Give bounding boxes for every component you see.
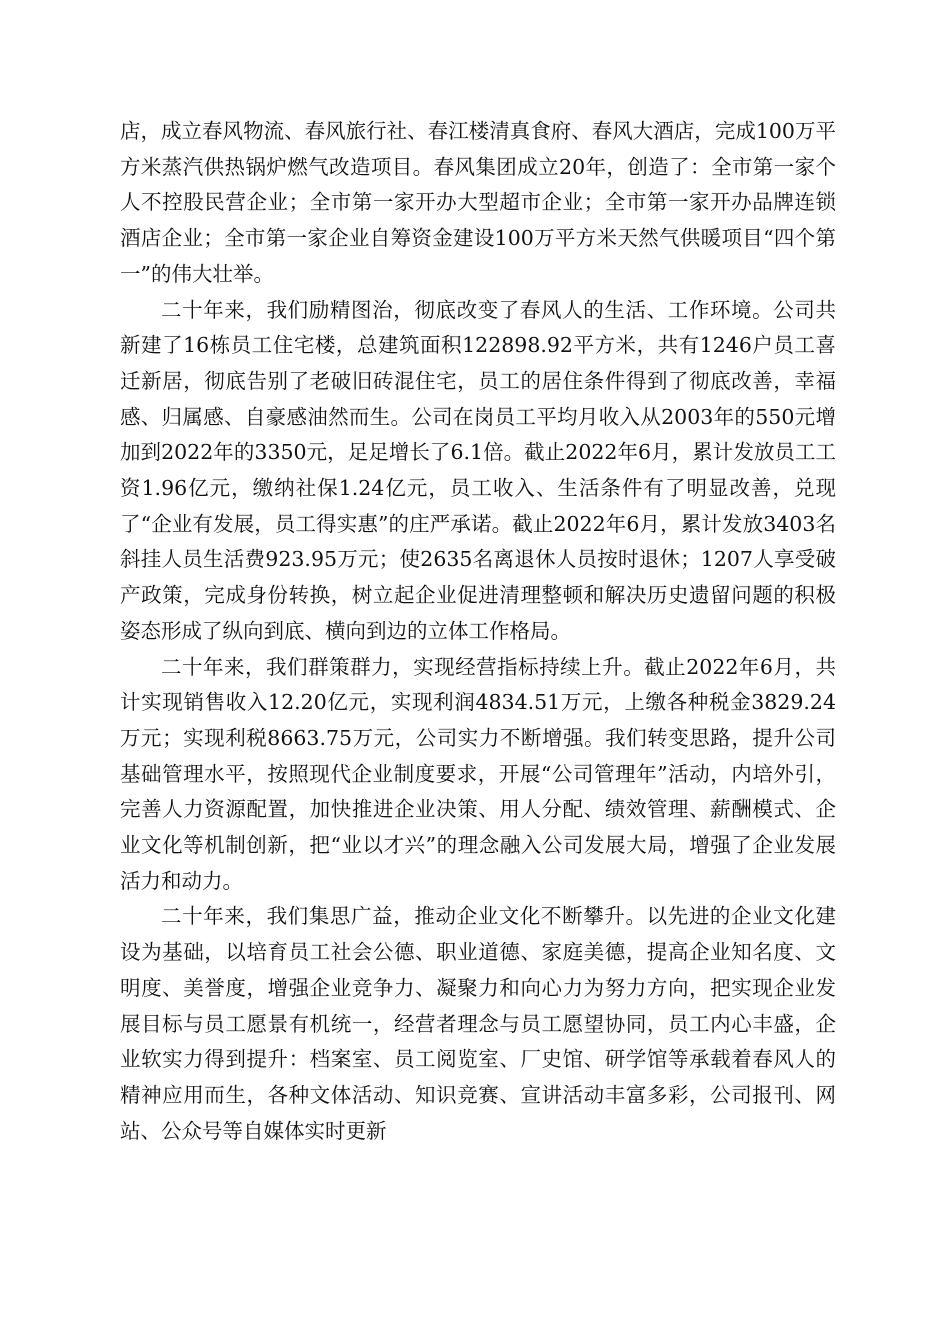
paragraph-business-indicators: 二十年来，我们群策群力，实现经营指标持续上升。截止2022年6月，共计实现销售收入12.20亿元，实现利润4834.51万元，上缴各种税金3829.24万元；实现利税8663.75万元，公司实力不断增强。我们转变思路，提升公司基础管理水平，按照现代企业制度要求，开展“公司管理年”活动，内培外引，完善人力资源配置，加快推进企业决策、用人分配、绩效管理、薪酬模式、企业文化等机制创新，把“业以才兴”的理念融入公司发展大局，增强了企业发展活力和动力。	[120, 654, 836, 893]
paragraph-living-environment: 二十年来，我们励精图治，彻底改变了春风人的生活、工作环境。公司共新建了16栋员工住宅楼，总建筑面积122898.92平方米，共有1246户员工喜迁新居，彻底告别了老破旧砖混住宅，员工的居住条件得到了彻底改善，幸福感、归属感、自豪感油然而生。公司在岗员工平均月收入从2003年的550元增加到2022年的3350元，足足增长了6.1倍。截止2022年6月，累计发放员工工资1.96亿元，缴纳社保1.24亿元，员工收入、生活条件有了明显改善，兑现了“企业有发展，员工得实惠”的庄严承诺。截止2022年6月，累计发放3403名斜挂人员生活费923.95万元；使2635名离退休人员按时退休；1207人享受破产政策，完成身份转换，树立起企业促进清理整顿和解决历史遗留问题的积极姿态形成了纵向到底、横向到边的立体工作格局。	[120, 297, 836, 643]
paragraph-continuation: 店，成立春风物流、春风旅行社、春江楼清真食府、春风大酒店，完成100万平方米蒸汽供热锅炉燃气改造项目。春风集团成立20年，创造了：全市第一家个人不控股民营企业；全市第一家开办大型超市企业；全市第一家开办品牌连锁酒店企业；全市第一家企业自筹资金建设100万平方米天然气供暖项目“四个第一”的伟大壮举。	[120, 119, 836, 286]
document-body	[120, 114, 836, 1149]
paragraph-corporate-culture: 二十年来，我们集思广益，推动企业文化不断攀升。以先进的企业文化建设为基础，以培育员工社会公德、职业道德、家庭美德，提高企业知名度、文明度、美誉度，增强企业竞争力、凝聚力和向心力为努力方向，把实现企业发展目标与员工愿景有机统一，经营者理念与员工愿望协同，员工内心丰盛，企业软实力得到提升：档案室、员工阅览室、厂史馆、研学馆等承载着春风人的精神应用而生，各种文体活动、知识竞赛、宣讲活动丰富多彩，公司报刊、网站、公众号等自媒体实时更新	[120, 904, 836, 1143]
